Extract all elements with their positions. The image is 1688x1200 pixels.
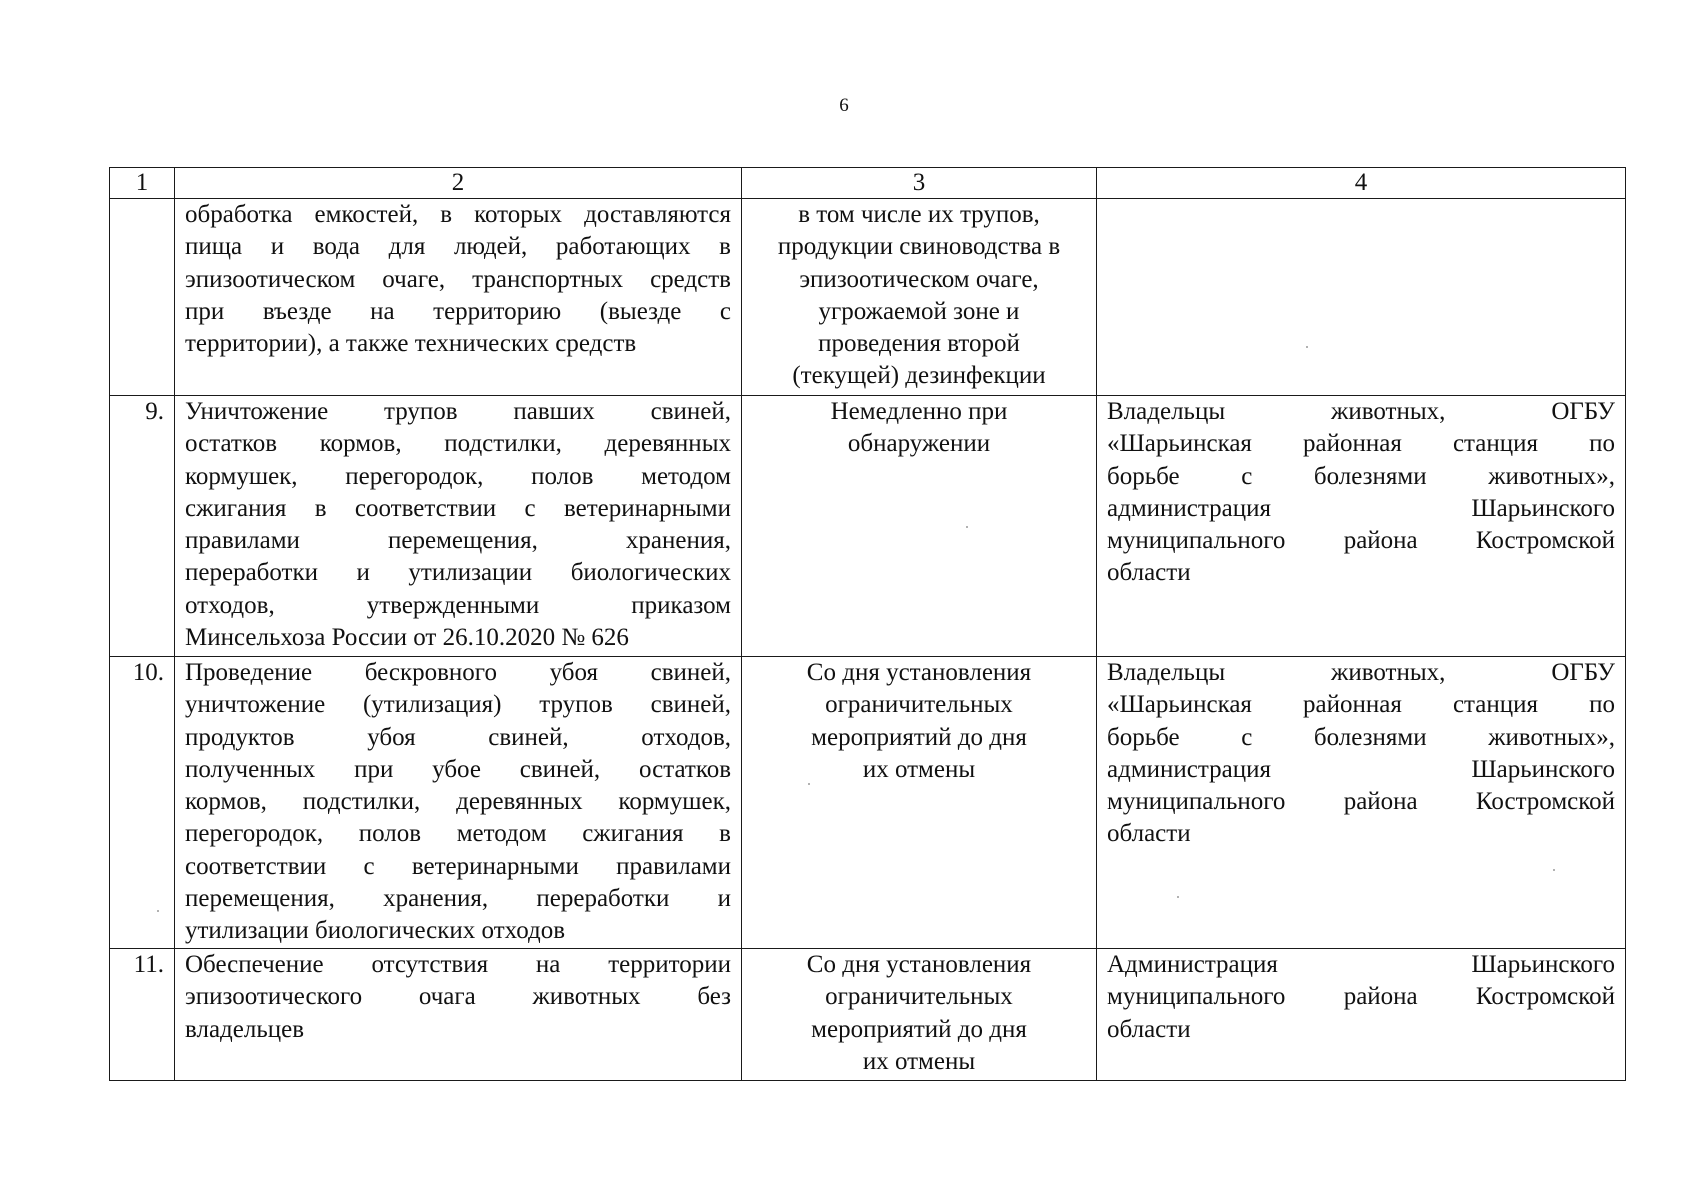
responsible-cell	[1097, 949, 1626, 1081]
cell-text-line: кормов, подстилки, деревянных кормушек,	[185, 788, 731, 816]
cell-text-line: Уничтожение трупов павших свиней,	[185, 398, 731, 425]
cell-text-line: муниципального района Костромской	[1107, 983, 1615, 1011]
cell-text-line: переработки и утилизации биологических	[185, 559, 731, 587]
cell-text-line: угрожаемой зоне и	[818, 297, 1020, 325]
scan-speck	[157, 910, 159, 912]
scan-speck	[1553, 869, 1555, 871]
cell-text-line: в том числе их трупов,	[798, 201, 1040, 228]
cell-text-line: Обеспечение отсутствия на территории	[185, 951, 731, 978]
header-cell-2: 2	[175, 168, 742, 199]
measure-description-cell	[175, 657, 742, 949]
cell-text-line: области	[1107, 1015, 1191, 1043]
cell-text-line: «Шарьинская районная станция по	[1107, 430, 1615, 458]
cell-text-line: эпизоотическом очаге,	[799, 265, 1039, 293]
cell-text-line: утилизации биологических отходов	[185, 917, 566, 945]
row-number-cell	[110, 199, 175, 396]
scan-speck	[966, 526, 968, 528]
cell-text-line: обработка емкостей, в которых доставляются	[185, 201, 731, 228]
cell-text-line: Владельцы животных, ОГБУ	[1107, 398, 1615, 425]
term-cell	[742, 396, 1097, 657]
cell-text-line: пища и вода для людей, работающих в	[185, 233, 731, 261]
cell-text-line: эпизоотического очага животных без	[185, 983, 731, 1011]
term-cell	[742, 199, 1097, 396]
measure-description-cell	[175, 949, 742, 1081]
cell-text-line: Со дня установления	[806, 951, 1032, 978]
cell-text-line: полученных при убое свиней, остатков	[185, 755, 731, 783]
cell-text-line: «Шарьинская районная станция по	[1107, 691, 1615, 719]
scan-speck	[808, 783, 810, 785]
cell-text-line: ограничительных	[825, 983, 1013, 1011]
term-cell	[742, 657, 1097, 949]
cell-text-line: владельцев	[185, 1015, 305, 1043]
header-cell-1: 1	[110, 168, 175, 199]
cell-text-line: при въезде на территорию (выезде с	[185, 297, 731, 325]
cell-text-line: Минсельхоза России от 26.10.2020 № 626	[185, 624, 629, 652]
cell-text-line: продукции свиноводства в	[777, 233, 1061, 261]
cell-text-line: правилами перемещения, хранения,	[185, 527, 731, 555]
header-cell-3: 3	[742, 168, 1097, 199]
page-number: 6	[839, 95, 849, 116]
cell-text-line: остатков кормов, подстилки, деревянных	[185, 430, 731, 458]
table-row	[110, 657, 1626, 949]
responsible-cell	[1097, 396, 1626, 657]
cell-text-line: сжигания в соответствии с ветеринарными	[185, 494, 731, 522]
cell-text-line: администрация Шарьинского	[1107, 494, 1615, 522]
cell-text-line: области	[1107, 820, 1191, 848]
cell-text-line: ограничительных	[825, 691, 1013, 719]
cell-text-line: Владельцы животных, ОГБУ	[1107, 659, 1615, 686]
table-row	[110, 199, 1626, 396]
scan-speck	[1306, 346, 1308, 348]
cell-text-line: Проведение бескровного убоя свиней,	[185, 659, 731, 686]
cell-text-line: Немедленно при	[830, 398, 1008, 425]
row-number-cell: 10.	[110, 657, 175, 949]
row-number-cell: 11.	[110, 949, 175, 1081]
cell-text-line: уничтожение (утилизация) трупов свиней,	[185, 691, 731, 719]
cell-text-line: Администрация Шарьинского	[1107, 951, 1615, 978]
cell-text-line: (текущей) дезинфекции	[792, 362, 1046, 390]
cell-text-line: перемещения, хранения, переработки и	[185, 885, 731, 913]
cell-text-line: перегородок, полов методом сжигания в	[185, 820, 731, 848]
cell-text-line: проведения второй	[818, 330, 1020, 358]
table-header-row	[110, 168, 1626, 199]
cell-text-line: отходов, утвержденными приказом	[185, 591, 731, 619]
cell-text-line: муниципального района Костромской	[1107, 788, 1615, 816]
cell-text-line: мероприятий до дня	[811, 1015, 1027, 1043]
measure-description-cell	[175, 199, 742, 396]
cell-text-line: соответствии с ветеринарными правилами	[185, 852, 731, 880]
measure-description-cell	[175, 396, 742, 657]
responsible-cell	[1097, 199, 1626, 396]
cell-text-line: обнаружении	[847, 430, 991, 458]
cell-text-line: Со дня установления	[806, 659, 1032, 686]
term-cell	[742, 949, 1097, 1081]
row-number-cell: 9.	[110, 396, 175, 657]
cell-text-line: их отмены	[862, 1047, 976, 1075]
cell-text-line: борьбе с болезнями животных»,	[1107, 462, 1615, 490]
scan-speck	[1177, 896, 1179, 898]
cell-text-line: администрация Шарьинского	[1107, 755, 1615, 783]
cell-text-line: их отмены	[862, 755, 976, 783]
table-row	[110, 396, 1626, 657]
responsible-cell	[1097, 657, 1626, 949]
cell-text-line: борьбе с болезнями животных»,	[1107, 723, 1615, 751]
cell-text-line: продуктов убоя свиней, отходов,	[185, 723, 731, 751]
cell-text-line: эпизоотическом очаге, транспортных средств	[185, 265, 731, 293]
cell-text-line: мероприятий до дня	[811, 723, 1027, 751]
header-cell-4: 4	[1097, 168, 1626, 199]
cell-text-line: области	[1107, 559, 1191, 587]
cell-text-line: кормушек, перегородок, полов методом	[185, 462, 731, 490]
cell-text-line: территории), а также технических средств	[185, 330, 637, 358]
table-row	[110, 949, 1626, 1081]
measures-table	[109, 167, 1626, 1081]
cell-text-line: муниципального района Костромской	[1107, 527, 1615, 555]
